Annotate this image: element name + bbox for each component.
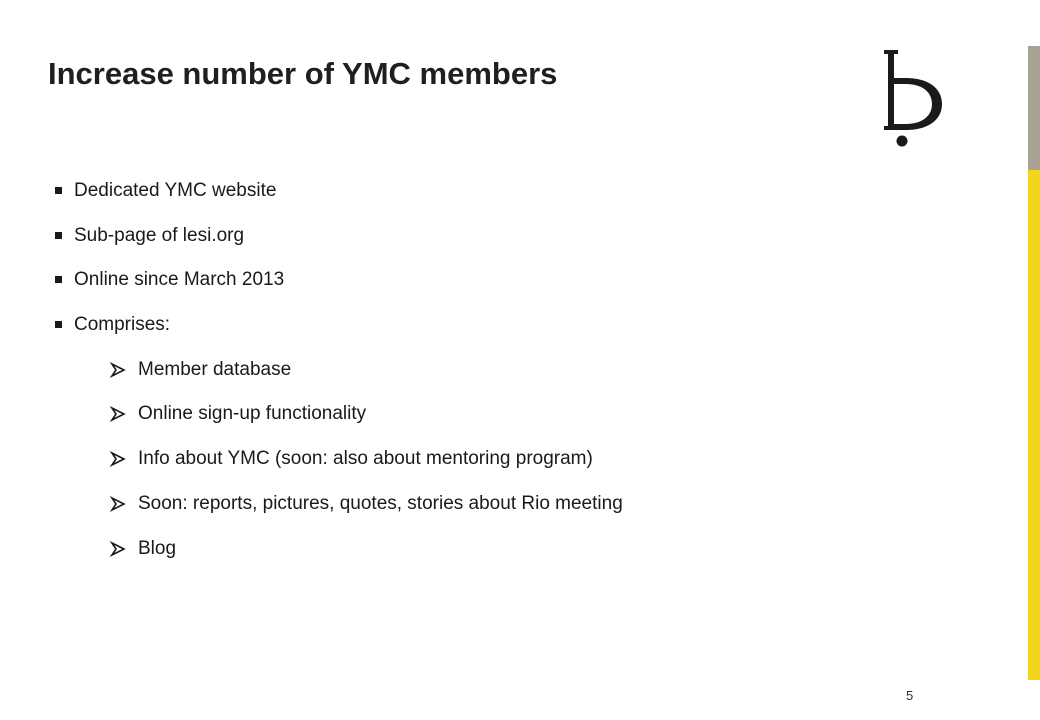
- arrow-bullet-icon: [110, 541, 126, 557]
- list-item: [52, 178, 623, 223]
- arrow-bullet-icon: [110, 406, 126, 422]
- list-item-text: Online since March 2013: [74, 269, 285, 291]
- list-item-text: Soon: reports, pictures, quotes, stories about Rio meeting: [138, 492, 623, 514]
- list-item-text: Sub-page of lesi.org: [74, 224, 245, 246]
- list-item-text: Info about YMC (soon: also about mentoring program): [138, 448, 593, 470]
- list-item: [52, 267, 623, 312]
- arrow-bullet-icon: [110, 362, 126, 378]
- sidebar-accent-bottom: [1028, 170, 1040, 680]
- list-item: [52, 223, 623, 268]
- logo-mark-icon: [876, 44, 952, 148]
- list-item: [52, 491, 623, 536]
- list-item: [52, 536, 623, 581]
- page-number: 5: [906, 688, 914, 703]
- square-bullet-icon: [55, 232, 62, 239]
- list-item-text: Member database: [138, 358, 292, 380]
- list-item-text: Comprises:: [74, 314, 171, 336]
- list-item: [52, 357, 623, 402]
- square-bullet-icon: [55, 321, 62, 328]
- list-item-text: Dedicated YMC website: [74, 180, 277, 201]
- list-item-text: Online sign-up functionality: [138, 403, 367, 425]
- square-bullet-icon: [55, 187, 62, 194]
- list-item: [52, 401, 623, 446]
- sidebar-accent-top: [1028, 46, 1040, 170]
- square-bullet-icon: [55, 276, 62, 283]
- list-item: [52, 312, 623, 357]
- list-item-text: Blog: [138, 537, 177, 559]
- arrow-bullet-icon: [110, 451, 126, 467]
- list-item: [52, 446, 623, 491]
- arrow-bullet-icon: [110, 496, 126, 512]
- bullet-list: [52, 178, 623, 580]
- slide-title: Increase number of YMC members: [48, 56, 558, 91]
